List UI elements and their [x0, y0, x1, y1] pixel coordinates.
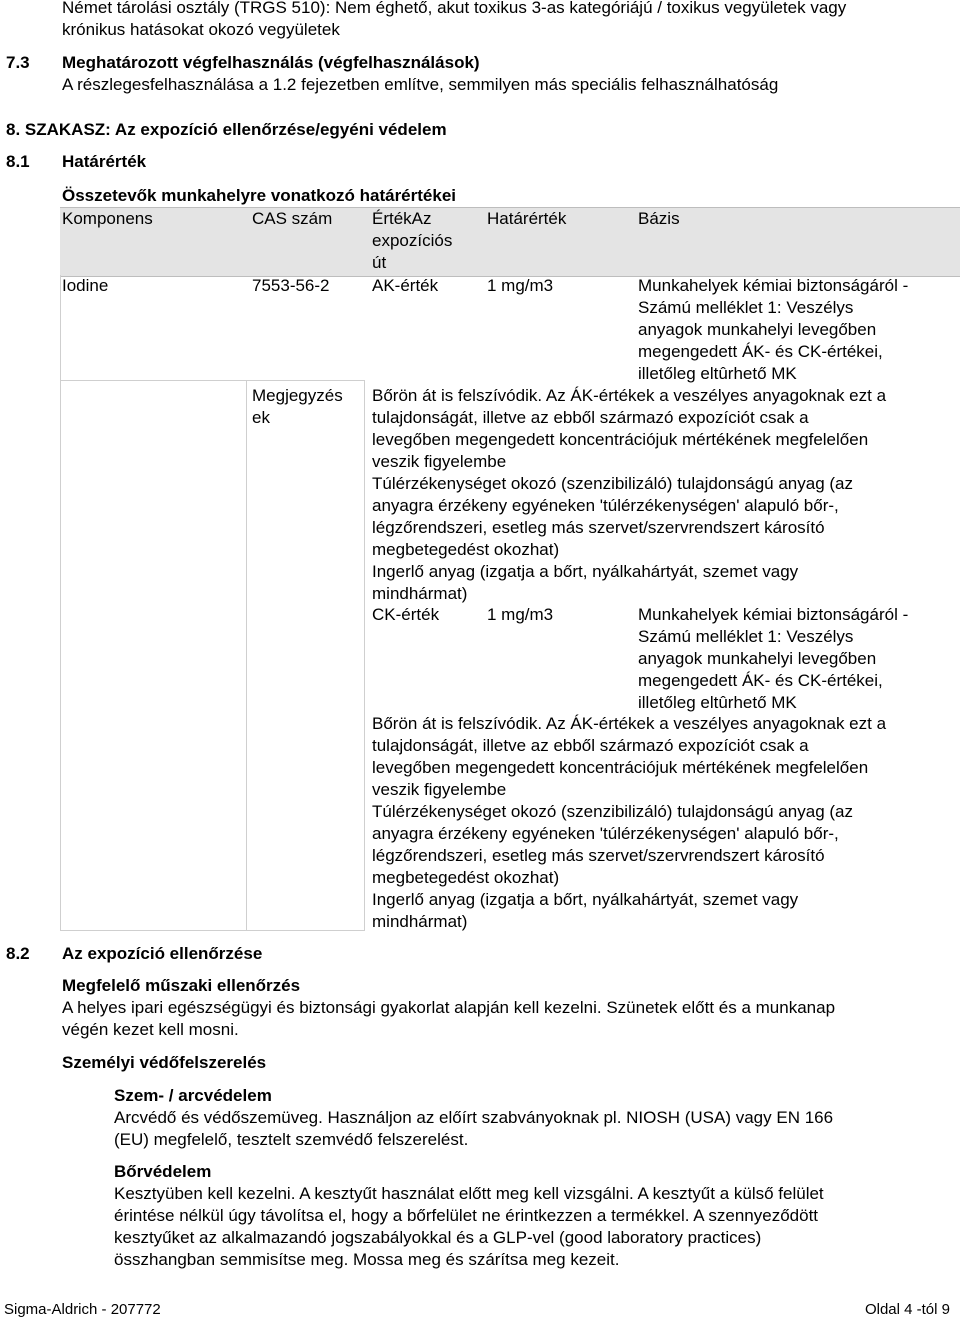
cell-megjegyzesek [252, 385, 343, 429]
skin-protection-line: érintése nélkül úgy távolítsa el, hogy a bőrfelület ne érintkezzen a termékkel. A szennyeződött [114, 1206, 819, 1225]
note-line: veszik figyelembe [372, 780, 507, 799]
cell-hatarertek: 1 mg/m3 [487, 605, 554, 624]
bazis-line: illetőleg eltûrhető MK [638, 693, 797, 712]
table-border-bottom [60, 930, 365, 931]
table-divider [60, 380, 365, 381]
table-divider [246, 380, 247, 930]
tech-control-text [62, 997, 835, 1041]
eye-protection-line: (EU) megfelelő, tesztelt szemvédő felszerelést. [114, 1130, 469, 1149]
note-line: Túlérzékenységet okozó (szenzibilizáló) tulajdonságú anyag (az [372, 474, 853, 493]
note-line: megbetegedést okozhat) [372, 868, 560, 887]
bazis-line: megengedett ÁK- és CK-értékei, [638, 671, 883, 690]
section-8-1-title: Határérték [62, 152, 147, 171]
note-line: Bőrön át is felszívódik. Az ÁK-értékek a veszélyes anyagoknak ezt a [372, 714, 887, 733]
table-border-left [60, 275, 61, 930]
bazis-line: megengedett ÁK- és CK-értékei, [638, 342, 883, 361]
cell-note [372, 385, 886, 605]
header-bazis: Bázis [638, 209, 680, 228]
section-7-3-number: 7.3 [6, 53, 30, 72]
section-7-3-title: Meghatározott végfelhasználás (végfelhasználások) [62, 53, 480, 72]
bazis-line: Munkahelyek kémiai biztonságáról - [638, 276, 909, 295]
bazis-line: Számú melléklet 1: Veszélys [638, 298, 854, 317]
cell-cas: 7553-56-2 [252, 276, 330, 295]
note-line: anyagra érzékeny egyéneken 'túlérzékenységen' alapuló bőr-, [372, 824, 839, 843]
note-line: Túlérzékenységet okozó (szenzibilizáló) tulajdonságú anyag (az [372, 802, 853, 821]
footer-left: Sigma-Aldrich - 207772 [4, 1301, 161, 1318]
note-line: Bőrön át is felszívódik. Az ÁK-értékek a veszélyes anyagoknak ezt a [372, 386, 887, 405]
note-line: megbetegedést okozhat) [372, 540, 560, 559]
note-line: veszik figyelembe [372, 452, 507, 471]
tech-control-title: Megfelelő műszaki ellenőrzés [62, 976, 301, 995]
note-line: anyagra érzékeny egyéneken 'túlérzékenységen' alapuló bőr-, [372, 496, 839, 515]
bazis-line: anyagok munkahelyi levegőben [638, 649, 877, 668]
megjegyzesek-line: Megjegyzés [252, 386, 343, 405]
bazis-line: Számú melléklet 1: Veszélys [638, 627, 854, 646]
note-line: Ingerlő anyag (izgatja a bőrt, nyálkahártyát, szemet vagy [372, 890, 799, 909]
header-ertek [372, 208, 452, 274]
cell-hatarertek: 1 mg/m3 [487, 276, 554, 295]
personal-protection-title: Személyi védőfelszerelés [62, 1053, 267, 1072]
cell-ertek: AK-érték [372, 276, 439, 295]
note-line: levegőben megengedett koncentrációjuk mértékének megfelelően [372, 758, 869, 777]
header-ertek-line: expozíciós [372, 231, 453, 250]
bazis-line: Munkahelyek kémiai biztonságáról - [638, 605, 909, 624]
note-line: levegőben megengedett koncentrációjuk mértékének megfelelően [372, 430, 869, 449]
cell-bazis [638, 275, 908, 385]
skin-protection-title: Bőrvédelem [114, 1162, 212, 1181]
note-line: légzőrendszeri, esetleg más szervet/szervrendszert károsító [372, 846, 825, 865]
intro-text [62, 0, 846, 41]
skin-protection-line: Kesztyüben kell kezelni. A kesztyűt használat előtt meg kell vizsgálni. A kesztyűt a külső felület [114, 1184, 824, 1203]
tech-control-line: A helyes ipari egészségügyi és biztonsági gyakorlat alapján kell kezelni. Szünetek előtt és a munkanap [62, 998, 836, 1017]
header-cas: CAS szám [252, 209, 333, 228]
eye-protection-line: Arcvédő és védőszemüveg. Használjon az előírt szabványoknak pl. NIOSH (USA) vagy EN 166 [114, 1108, 834, 1127]
eye-protection-title: Szem- / arcvédelem [114, 1086, 272, 1105]
footer-page-number: Oldal 4 -tól 9 [864, 1301, 950, 1318]
cell-note [372, 713, 886, 933]
note-line: tulajdonságát, illetve az ebből származó expozíciót csak a [372, 408, 809, 427]
skin-protection-line: kesztyűket az alkalmazandó jogszabályokkal és a GLP-vel (good laboratory practices) [114, 1228, 762, 1247]
eye-protection-text [114, 1107, 833, 1151]
header-komponens: Komponens [62, 209, 153, 228]
section-8-title: 8. SZAKASZ: Az expozíció ellenőrzése/egyéni védelem [6, 120, 447, 139]
skin-protection-line: összhangban semmisítse meg. Mossa meg és szárítsa meg kezeit. [114, 1250, 620, 1269]
tech-control-line: végén kezet kell mosni. [62, 1020, 239, 1039]
note-line: légzőrendszeri, esetleg más szervet/szervrendszert károsító [372, 518, 825, 537]
cell-komponens: Iodine [62, 276, 109, 295]
section-7-3-text: A részlegesfelhasználása a 1.2 fejezetben említve, semmilyen más speciális felhasználhatóság [62, 75, 779, 94]
bazis-line: illetőleg eltûrhető MK [638, 364, 797, 383]
header-ertek-line: út [372, 253, 387, 272]
cell-bazis [638, 604, 908, 714]
note-line: tulajdonságát, illetve az ebből származó expozíciót csak a [372, 736, 809, 755]
intro-line: krónikus hatásokat okozó vegyületek [62, 20, 340, 39]
table-divider [364, 380, 365, 930]
section-8-2-number: 8.2 [6, 944, 30, 963]
note-line: Ingerlő anyag (izgatja a bőrt, nyálkahártyát, szemet vagy [372, 562, 799, 581]
megjegyzesek-line: ek [252, 408, 270, 427]
section-8-1-number: 8.1 [6, 152, 30, 171]
header-ertek-line: ÉrtékAz [372, 209, 432, 228]
header-hatarertek: Határérték [487, 209, 567, 228]
note-line: mindhármat) [372, 912, 468, 931]
cell-ertek: CK-érték [372, 605, 440, 624]
bazis-line: anyagok munkahelyi levegőben [638, 320, 877, 339]
section-8-2-title: Az expozíció ellenőrzése [62, 944, 263, 963]
table-subtitle: Összetevők munkahelyre vonatkozó határértékei [62, 186, 456, 205]
intro-line: Német tárolási osztály (TRGS 510): Nem éghető, akut toxikus 3-as kategóriájú / toxikus vegyületek vagy [62, 0, 847, 17]
skin-protection-text [114, 1183, 824, 1271]
note-line: mindhármat) [372, 584, 468, 603]
